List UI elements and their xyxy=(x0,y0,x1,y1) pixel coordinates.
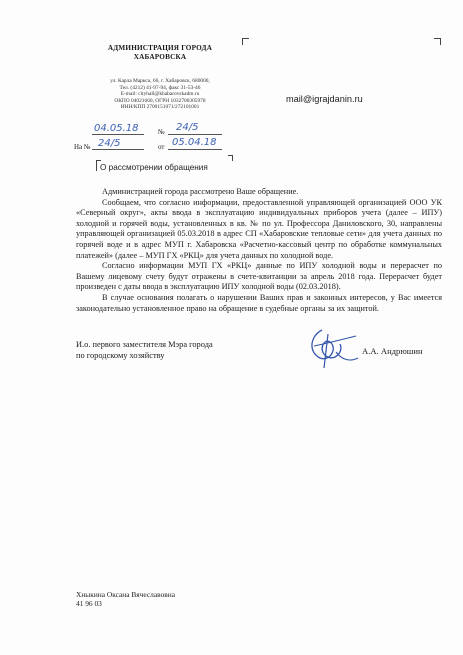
ref-number: 24/5 xyxy=(98,138,121,149)
letter-body xyxy=(76,187,442,314)
organization-name-line2: ХАБАРОВСКА xyxy=(133,53,187,61)
signatory-role-line2: по городскому хозяйству xyxy=(76,350,165,360)
registration-date: 04.05.18 xyxy=(94,123,139,134)
requisite-line: E-mail: cityhall@khabarovskadm.ru xyxy=(120,91,200,98)
ref-date-underline xyxy=(168,149,222,150)
number-label: № xyxy=(158,128,165,136)
requisite-line: ул. Карла Маркса, 66, г. Хабаровск, 680000, xyxy=(110,78,210,84)
organization-name-line1: АДМИНИСТРАЦИЯ ГОРОДА xyxy=(107,44,213,52)
body-paragraph: В случае основания полагать о нарушении Ваших прав и законных интересов, у Вас имеется законодательно установленное право на обращение в судебные органы за их защитой. xyxy=(76,292,442,313)
executor-phone: 41 96 03 xyxy=(76,599,102,609)
address-corner-mark xyxy=(242,38,249,45)
ref-date-label: от xyxy=(158,143,165,151)
number-underline xyxy=(168,134,222,135)
handwritten-signature xyxy=(300,322,362,372)
ref-number-label: На № xyxy=(74,143,91,151)
body-paragraph: Согласно информации МУП ГХ «РКЦ» данные по ИПУ холодной воды и перерасчет по Вашему лицевому счету будут отражены в счете-квитанции за апрель 2018 года. Перерасчет будет произведен с даты ввода в эксплуатацию ИПУ холодной воды (02.03.2018). xyxy=(76,261,442,292)
registration-number: 24/5 xyxy=(176,122,199,133)
body-paragraph: Администрацией города рассмотрено Ваше обращение. xyxy=(102,187,299,196)
address-corner-mark xyxy=(434,38,441,45)
executor-info xyxy=(76,590,175,609)
body-paragraph: Сообщаем, что согласно информации, предоставленной управляющей организацией ООО УК «Северный округ», акты ввода в эксплуатацию индивидуальных приборов учета (далее – ИПУ) холодной и горячей воды, установленных в кв. № по ул. Профессора Даниловского, 30, направлены управляющей организацией 05.03.2018 в адрес СП «Хабаровские тепловые сети» для учета данных по горячей воде и в адрес МУП г. Хабаровска «Расчетно-кассовый центр по обработке коммунальных платежей» (далее – МУП ГХ «РКЦ» для учета данных по холодной воде. xyxy=(76,197,442,260)
executor-name: Хныкина Оксана Вячеславовна xyxy=(76,590,175,599)
requisite-line: ОКПО 04021660, ОГРН 1032700305978 xyxy=(114,97,206,104)
organization-name xyxy=(96,44,224,62)
ref-number-underline xyxy=(92,149,144,150)
signatory-role-line1: И.о. первого заместителя Мэра города xyxy=(76,340,213,349)
requisite-line: ИНН/КПП 2700151071/272101001 xyxy=(120,104,200,111)
requisite-line: Тел. (4212) 41-97-94, факс 31-53-46 xyxy=(119,84,201,91)
signatory-role xyxy=(76,340,213,361)
signatory-name: А.А. Андрюшин xyxy=(362,346,423,356)
recipient-email: mail@igrajdanin.ru xyxy=(286,94,363,104)
ref-date: 05.04.18 xyxy=(172,137,217,148)
date-underline xyxy=(92,134,144,135)
organization-requisites xyxy=(92,78,228,111)
subject-bracket-right xyxy=(228,155,233,161)
letter-subject: О рассмотрении обращения xyxy=(100,163,208,172)
